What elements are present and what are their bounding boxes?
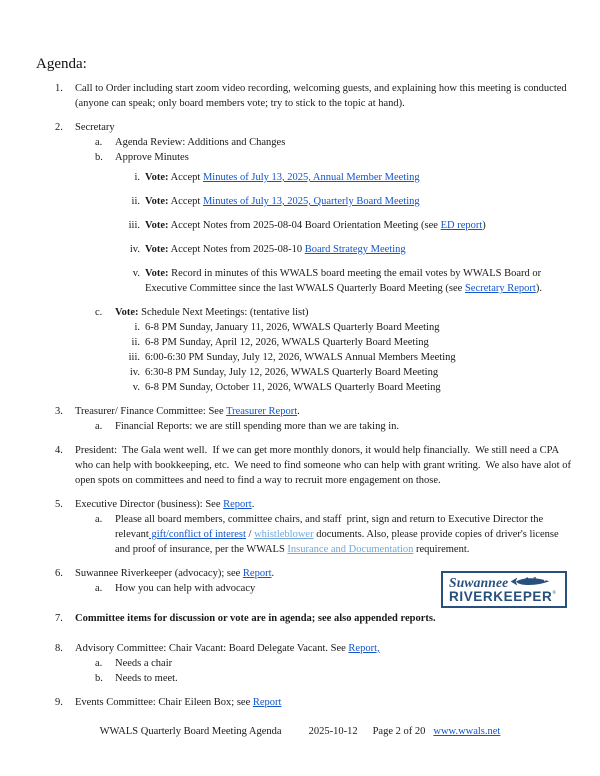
line-text	[75, 497, 575, 512]
list-marker: i.	[134, 172, 140, 183]
agenda-line	[0, 671, 575, 686]
agenda-line	[0, 170, 575, 185]
list-marker: 3.	[55, 406, 63, 417]
footer-document-title: WWALS Quarterly Board Meeting Agenda	[99, 726, 282, 737]
bold-text-run: Vote:	[145, 172, 169, 183]
text-run: Call to Order including start zoom video recording, welcoming guests, and explaining how this meeting is conducted (anyone can speak; only board members vote; try to stick to the topic at hand).	[75, 83, 570, 109]
text-run: Accept Notes from 2025-08-04 Board Orientation Meeting (see	[168, 220, 441, 231]
agenda-line	[0, 305, 575, 320]
list-marker: a.	[95, 421, 103, 432]
line-text	[115, 512, 575, 557]
agenda-line	[0, 350, 575, 365]
agenda-line	[0, 335, 575, 350]
hyperlink[interactable]: Report	[223, 499, 252, 510]
agenda-line	[0, 81, 575, 111]
line-text	[115, 419, 575, 434]
line-text	[75, 695, 575, 710]
line-text	[75, 404, 575, 419]
text-run: Needs a chair	[115, 658, 173, 669]
text-run: Agenda Review: Additions and Changes	[115, 137, 286, 148]
bold-text-run: Vote:	[145, 196, 169, 207]
hyperlink[interactable]: Minutes of July 13, 2025, Annual Member Meeting	[202, 172, 420, 183]
agenda-line	[0, 512, 575, 557]
agenda-line	[0, 497, 575, 512]
text-run: Advisory Committee: Chair Vacant: Board Delegate Vacant. See	[75, 643, 349, 654]
line-text	[115, 305, 575, 320]
text-run: How you can help with advocacy	[115, 583, 256, 594]
text-run: /	[245, 529, 255, 540]
text-run: 6-8 PM Sunday, January 11, 2026, WWALS Quarterly Board Meeting	[145, 322, 440, 333]
list-marker: ii.	[131, 337, 140, 348]
line-text	[145, 365, 575, 380]
text-run: Suwannee Riverkeeper (advocacy); see	[75, 568, 243, 579]
text-run: Executive Director (business): See	[75, 499, 224, 510]
logo-bottom-row	[449, 590, 561, 604]
text-run: .	[297, 406, 300, 417]
list-marker: iv.	[129, 367, 140, 378]
agenda-line	[0, 695, 575, 710]
list-marker: 2.	[55, 122, 63, 133]
agenda-line	[0, 419, 575, 434]
agenda-line	[0, 443, 575, 488]
list-marker: i.	[134, 322, 140, 333]
hyperlink[interactable]: Minutes of July 13, 2025, Quarterly Board Meeting	[202, 196, 420, 207]
text-run: )	[482, 220, 486, 231]
hyperlink[interactable]: Report	[242, 568, 272, 579]
agenda-line	[0, 365, 575, 380]
text-run: ).	[535, 283, 542, 294]
suwannee-riverkeeper-logo	[441, 571, 567, 608]
bold-text-run: Committee items for discussion or vote are in agenda; see also appended reports.	[75, 613, 436, 624]
text-run: President: The Gala went well. If we can get more monthly donors, it would help financially. We still need a CPA who can help with bookkeeping, etc. We need to find someone who can help with grant writing. We also have alot of open spots on committees and need to find a way to recruit more engagement on those.	[75, 445, 574, 486]
list-marker: 7.	[55, 613, 63, 624]
list-marker: a.	[95, 583, 103, 594]
line-text	[145, 266, 575, 296]
list-marker: c.	[95, 307, 103, 318]
list-marker: v.	[132, 382, 140, 393]
line-text	[115, 135, 575, 150]
line-text	[145, 170, 575, 185]
list-marker: ii.	[131, 196, 140, 207]
text-run: Secretary	[75, 122, 115, 133]
line-text	[75, 81, 575, 111]
text-run: Please all board members, committee chairs, and staff print, sign and return to Executive Director the relevant	[115, 514, 546, 540]
agenda-line	[0, 266, 575, 296]
line-text	[145, 350, 575, 365]
line-text	[145, 320, 575, 335]
text-run: 6:30-8 PM Sunday, July 12, 2026, WWALS Quarterly Board Meeting	[145, 367, 439, 378]
hyperlink[interactable]: Report	[252, 697, 282, 708]
text-run: Treasurer/ Finance Committee: See	[75, 406, 227, 417]
line-text	[75, 641, 575, 656]
text-run: Accept Notes from 2025-08-10	[168, 244, 305, 255]
bold-text-run: Vote:	[145, 244, 169, 255]
agenda-line	[0, 218, 575, 233]
line-text	[75, 120, 575, 135]
line-text	[75, 611, 575, 626]
list-marker: 4.	[55, 445, 63, 456]
agenda-line	[0, 242, 575, 257]
line-text	[145, 194, 575, 209]
line-text	[115, 656, 575, 671]
list-marker: 6.	[55, 568, 63, 579]
bold-text-run: Vote:	[115, 307, 139, 318]
text-run: Schedule Next Meetings: (tentative list)	[138, 307, 309, 318]
text-run: .	[271, 568, 275, 579]
agenda-line	[0, 120, 575, 135]
list-marker: b.	[95, 673, 103, 684]
line-text	[145, 242, 575, 257]
footer-date: 2025-10-12	[308, 726, 358, 737]
text-run: Events Committee: Chair Eileen Box; see	[75, 697, 253, 708]
line-text	[115, 671, 575, 686]
line-text	[115, 150, 575, 165]
agenda-line	[0, 150, 575, 165]
list-marker: a.	[95, 514, 103, 525]
list-marker: a.	[95, 137, 103, 148]
agenda-line	[0, 380, 575, 395]
agenda-line	[0, 194, 575, 209]
text-run: documents. Also, please provide copies of driver's license and proof of insurance, per the WWALS	[115, 529, 562, 555]
hyperlink[interactable]: Secretary Report	[464, 283, 536, 294]
line-text	[145, 380, 575, 395]
list-marker: iii.	[128, 220, 140, 231]
hyperlink[interactable]: ED report	[440, 220, 483, 231]
text-run: Approve Minutes	[115, 152, 189, 163]
registered-trademark-icon: ®	[552, 591, 557, 596]
hyperlink[interactable]: Report,	[348, 643, 380, 654]
hyperlink[interactable]: gift/conflict of interest	[148, 529, 246, 540]
agenda-list	[0, 81, 575, 710]
agenda-line	[0, 611, 575, 626]
logo-riverkeeper-text: RIVERKEEPER	[449, 588, 553, 605]
line-text	[75, 443, 575, 488]
footer-page-number: Page 2 of 20	[372, 726, 426, 737]
page-footer	[0, 726, 600, 737]
hyperlink[interactable]: Treasurer Report	[226, 406, 298, 417]
text-run: Needs to meet.	[115, 673, 178, 684]
line-text	[145, 335, 575, 350]
line-text	[145, 218, 575, 233]
hyperlink[interactable]: Board Strategy Meeting	[304, 244, 406, 255]
agenda-line	[0, 135, 575, 150]
text-run: Accept	[168, 196, 203, 207]
text-run: 6-8 PM Sunday, April 12, 2026, WWALS Quarterly Board Meeting	[145, 337, 429, 348]
agenda-line	[0, 404, 575, 419]
hyperlink[interactable]: Insurance and Documentation	[287, 544, 414, 555]
list-marker: iii.	[128, 352, 140, 363]
list-marker: b.	[95, 152, 103, 163]
list-marker: 8.	[55, 643, 63, 654]
text-run: 6:00-6:30 PM Sunday, July 12, 2026, WWALS Annual Members Meeting	[145, 352, 456, 363]
hyperlink[interactable]: whistleblower	[254, 529, 314, 540]
page-title: Agenda:	[36, 56, 87, 72]
logo-suwannee-text: Suwannee	[449, 575, 509, 590]
text-run: Record in minutes of this WWALS board meeting the email votes by WWALS Board or Executive Committee since the last WWALS Quarterly Board Meeting (see	[145, 268, 544, 294]
text-run: 6-8 PM Sunday, October 11, 2026, WWALS Quarterly Board Meeting	[145, 382, 441, 393]
list-marker: a.	[95, 658, 103, 669]
footer-website-link[interactable]: www.wwals.net	[433, 726, 501, 737]
list-marker: iv.	[129, 244, 140, 255]
list-marker: 9.	[55, 697, 63, 708]
agenda-line	[0, 641, 575, 656]
list-marker: 1.	[55, 83, 63, 94]
bold-text-run: Vote:	[145, 220, 169, 231]
list-marker: v.	[132, 268, 140, 279]
text-run: Accept	[168, 172, 203, 183]
text-run: .	[251, 499, 255, 510]
list-marker: 5.	[55, 499, 63, 510]
bold-text-run: Vote:	[145, 268, 169, 279]
text-run: requirement.	[413, 544, 470, 555]
agenda-line	[0, 320, 575, 335]
agenda-line	[0, 656, 575, 671]
text-run: Financial Reports: we are still spending more than we are taking in.	[115, 421, 400, 432]
